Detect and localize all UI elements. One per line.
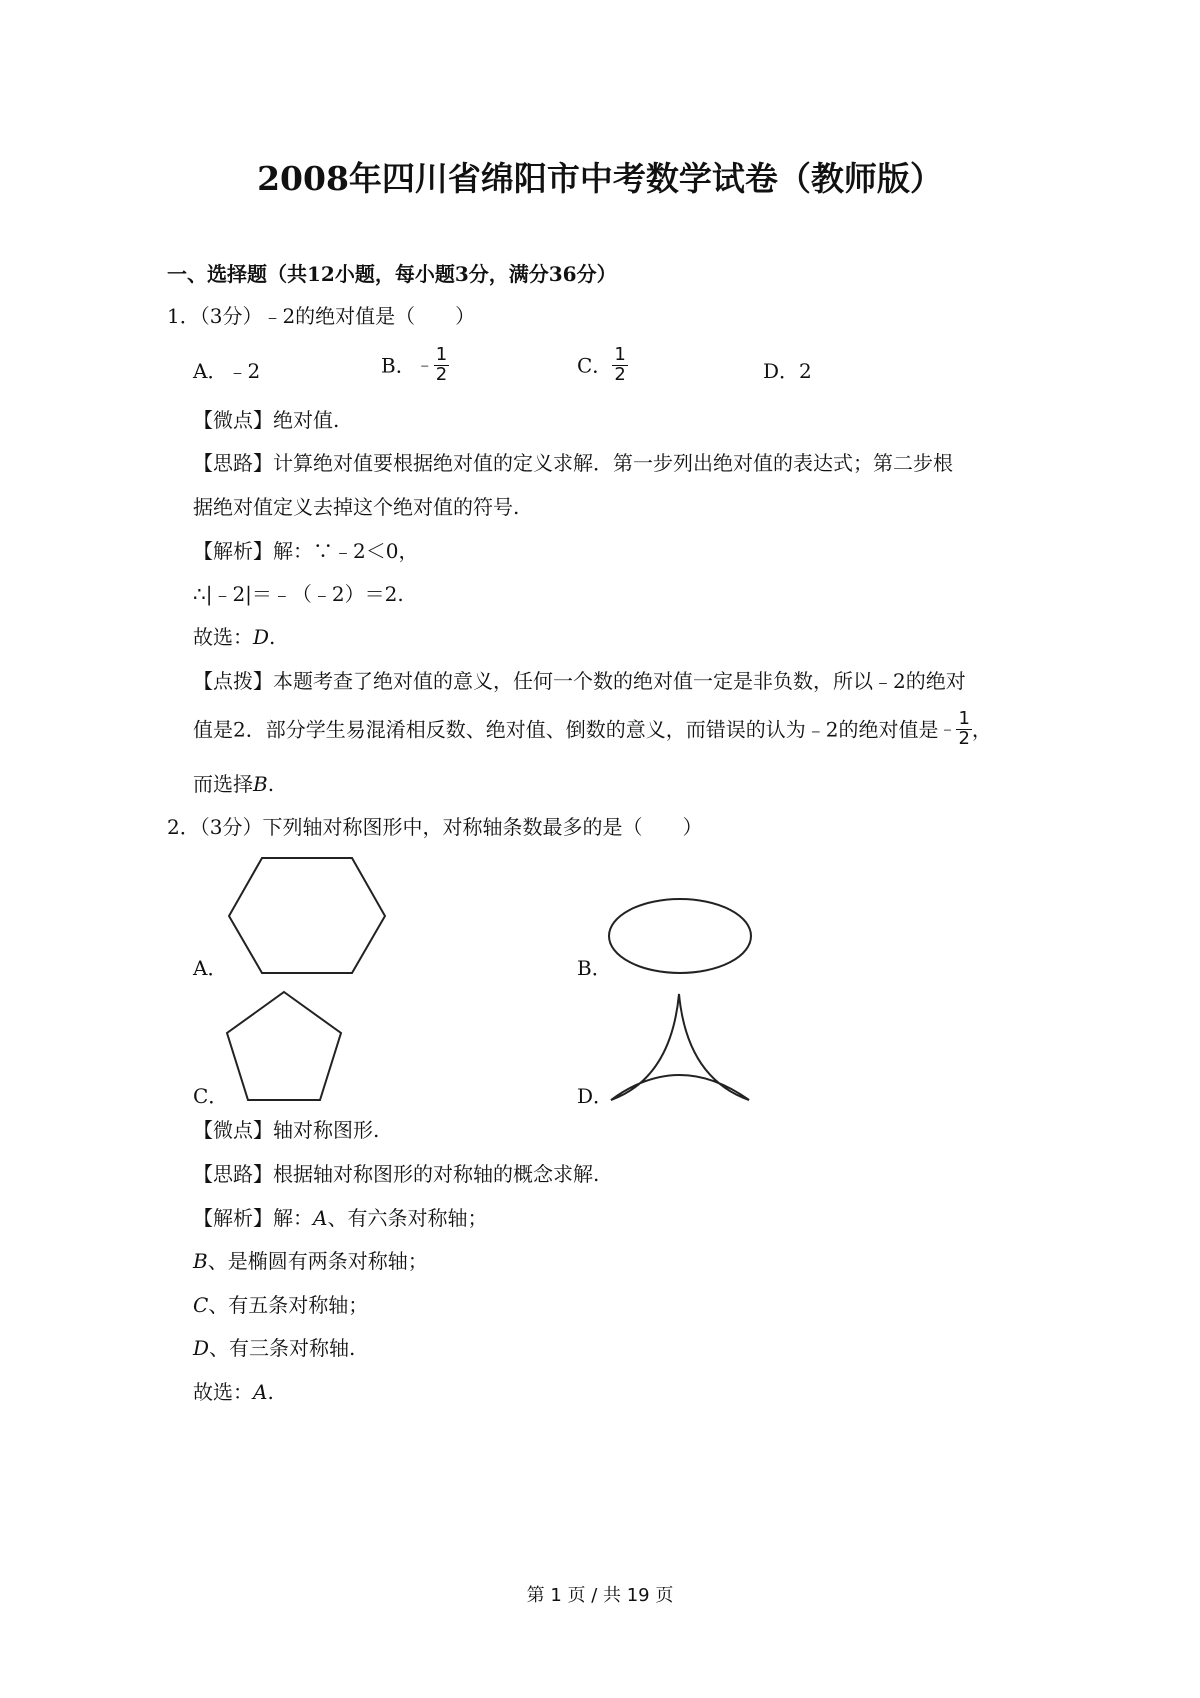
q1-option-b-label: B． — [381, 353, 416, 378]
q2-jiexi-prefix: 【解析】解： — [193, 1206, 313, 1230]
q2-answer-line — [193, 1382, 274, 1402]
q2-answer-suffix: . — [267, 1380, 274, 1404]
q2-figure-c-pentagon — [222, 988, 346, 1104]
q1-dianbo-line1: 【点拨】本题考查了绝对值的意义，任何一个数的绝对值一定是非负数，所以﹣2的绝对 — [193, 669, 966, 693]
q1-option-c-label: C． — [577, 353, 613, 378]
q2-stem: 2．（3分）下列轴对称图形中，对称轴条数最多的是（ ） — [167, 815, 703, 839]
q1-option-d: D．2 — [763, 359, 812, 383]
q1-dianbo-line2-text: 值是2．部分学生易混淆相反数、绝对值、倒数的意义，而错误的认为﹣2的绝对值是 — [193, 717, 939, 742]
q1-dianbo-line3 — [193, 774, 274, 794]
fraction-numerator: 1 — [614, 344, 626, 365]
q1-answer-line — [193, 627, 275, 647]
q2-jiexi-line1 — [193, 1208, 487, 1228]
q1-dianbo-line3-suffix: . — [267, 772, 275, 796]
q2-jiexi-b-text: 、是椭圆有两条对称轴； — [207, 1249, 428, 1273]
q1-dianbo-line2-end: ， — [971, 717, 992, 742]
q2-figure-a-hexagon — [225, 855, 390, 977]
fraction-denominator: 2 — [435, 363, 448, 385]
q2-figure-b-ellipse — [605, 895, 755, 977]
q1-dianbo-sign: ﹣ — [938, 718, 957, 740]
q1-dianbo-fraction — [956, 710, 971, 749]
q1-jiexi-line2: ∴|﹣2|＝﹣（﹣2）＝2. — [193, 582, 404, 606]
q2-jiexi-d-letter: D — [193, 1336, 210, 1360]
section-heading: 一、选择题（共12小题，每小题3分，满分36分） — [167, 262, 617, 286]
q1-option-c-fraction — [612, 346, 627, 385]
q1-option-c — [577, 346, 628, 385]
q1-dianbo-line3-prefix: 而选择 — [193, 772, 253, 796]
q2-jiexi-a-letter: A — [313, 1206, 328, 1230]
q2-jiexi-line2 — [193, 1251, 428, 1271]
q2-jiexi-line3 — [193, 1295, 368, 1315]
q2-label-d: D． — [577, 1084, 614, 1108]
q2-jiexi-a-text: 、有六条对称轴； — [327, 1206, 488, 1230]
q1-option-a: A．﹣2 — [193, 359, 261, 383]
q2-weidian: 【微点】轴对称图形. — [193, 1118, 380, 1142]
q2-figure-d-curved-triangle — [605, 990, 755, 1106]
q2-jiexi-d-text: 、有三条对称轴. — [209, 1336, 356, 1360]
fraction-denominator: 2 — [958, 727, 970, 749]
q2-answer-letter: A — [253, 1380, 268, 1404]
q1-answer-suffix: . — [269, 625, 276, 649]
document-title: 2008年四川省绵阳市中考数学试卷（教师版） — [257, 159, 943, 198]
q1-dianbo-line3-answer: B — [253, 772, 268, 796]
page-footer: 第 1 页 / 共 19 页 — [526, 1585, 674, 1606]
fraction-numerator: 1 — [958, 708, 970, 729]
q1-dianbo-line2 — [193, 710, 992, 749]
q2-silu: 【思路】根据轴对称图形的对称轴的概念求解. — [193, 1162, 600, 1186]
fraction-numerator: 1 — [435, 344, 448, 365]
q1-answer-prefix: 故选： — [193, 625, 253, 649]
q1-option-b-fraction — [434, 346, 449, 385]
q1-stem: 1．（3分）﹣2的绝对值是（ ） — [167, 304, 476, 328]
q2-jiexi-c-letter: C — [193, 1293, 209, 1317]
q2-jiexi-c-text: 、有五条对称轴； — [208, 1293, 369, 1317]
q1-weidian: 【微点】绝对值. — [193, 408, 340, 432]
q1-option-b-sign: ﹣ — [415, 354, 434, 376]
q1-silu-line2: 据绝对值定义去掉这个绝对值的符号. — [193, 495, 520, 519]
q2-answer-prefix: 故选： — [193, 1380, 253, 1404]
q2-label-c: C． — [193, 1084, 229, 1108]
q2-jiexi-b-letter: B — [193, 1249, 208, 1273]
q1-silu-line1: 【思路】计算绝对值要根据绝对值的定义求解．第一步列出绝对值的表达式；第二步根 — [193, 451, 953, 475]
q1-answer-letter: D — [253, 625, 270, 649]
q2-jiexi-line4 — [193, 1338, 355, 1358]
q1-jiexi-line1: 【解析】解：∵﹣2＜0， — [193, 539, 419, 563]
q1-option-b — [381, 346, 449, 385]
fraction-denominator: 2 — [614, 363, 626, 385]
q2-label-a: A． — [193, 956, 228, 980]
q2-label-b: B． — [577, 956, 612, 980]
